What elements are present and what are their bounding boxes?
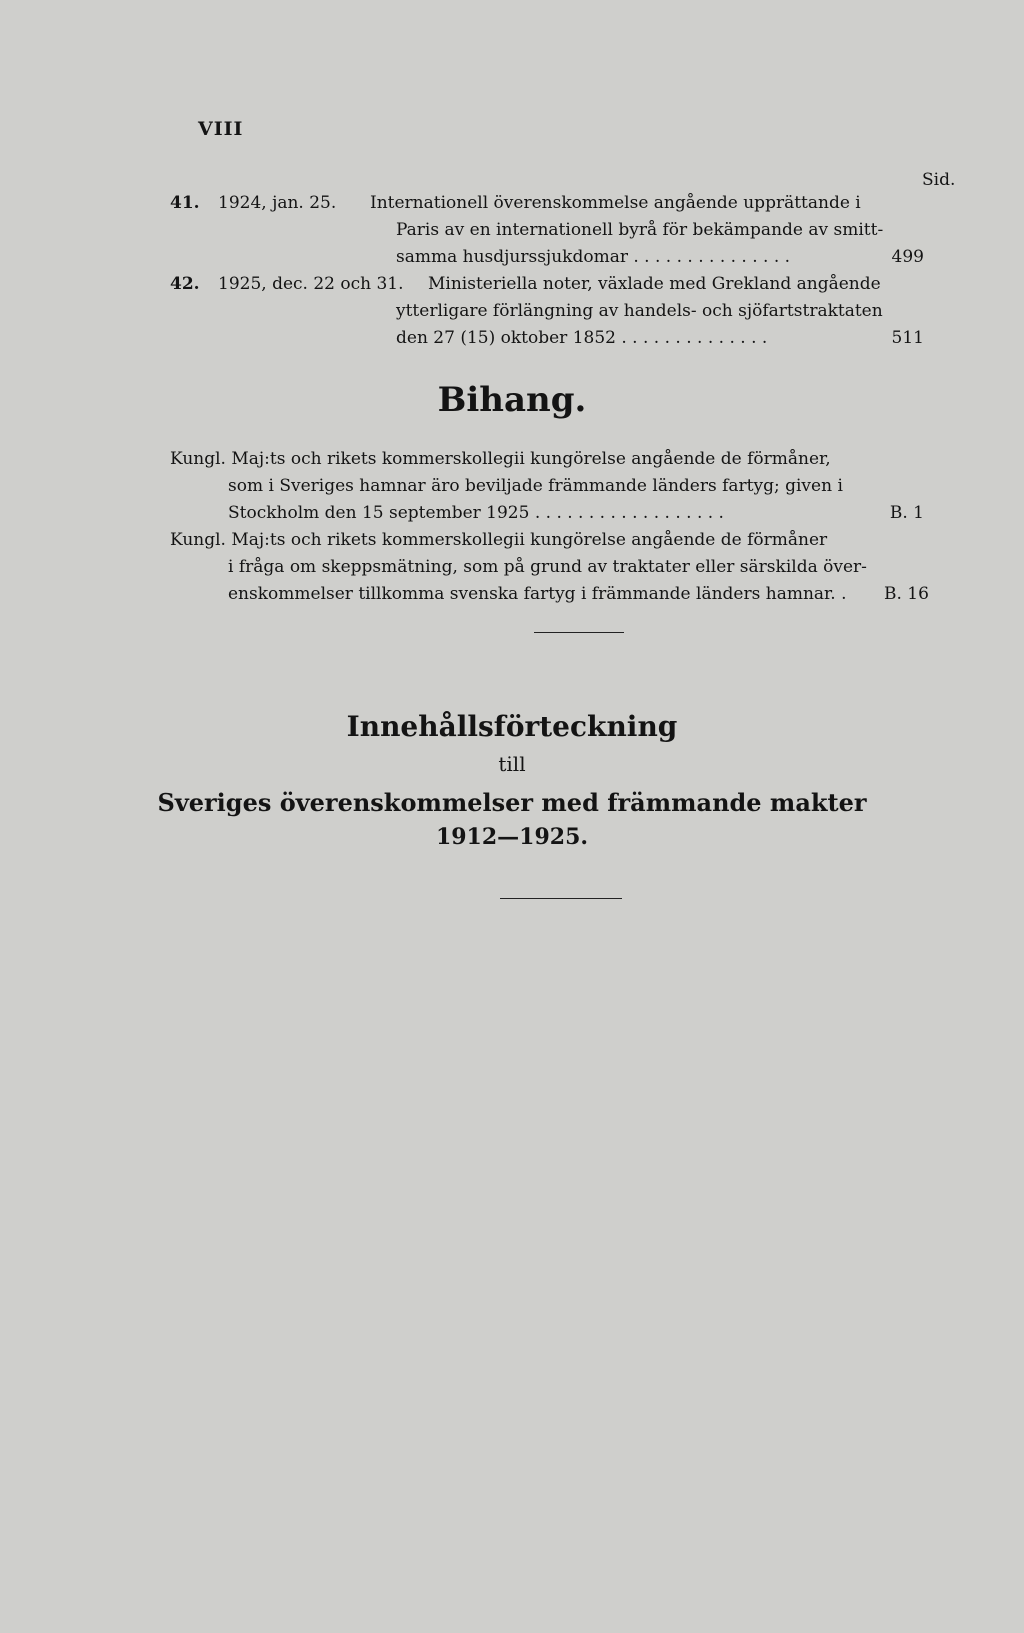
entry-number: 42. bbox=[170, 274, 200, 294]
bihang-line: Stockholm den 15 september 1925 . . . . . . . . . . . . . . . . . . bbox=[228, 503, 724, 523]
bleed-through-texture bbox=[220, 360, 225, 379]
index-subtitle: Sveriges överenskommelser med främmande makter bbox=[157, 788, 867, 817]
sid-column-label: Sid. bbox=[922, 170, 956, 190]
bihang-page-number: B. 1 bbox=[889, 503, 924, 523]
index-till: till bbox=[498, 752, 526, 776]
entry-line: Internationell överenskommelse angående upprättande i bbox=[370, 193, 861, 213]
entry-date: 1924, jan. 25. bbox=[218, 193, 337, 213]
index-years: 1912—1925. bbox=[435, 824, 589, 850]
bihang-line: Kungl. Maj:ts och rikets kommerskollegii kungörelse angående de förmåner, bbox=[170, 449, 831, 469]
entry-number: 41. bbox=[170, 193, 200, 213]
bihang-line: enskommelser tillkomma svenska fartyg i främmande länders hamnar. . bbox=[228, 584, 847, 604]
entry-line: Paris av en internationell byrå för bekämpande av smitt- bbox=[396, 220, 884, 240]
bihang-heading: Bihang. bbox=[437, 380, 587, 420]
section-divider bbox=[534, 632, 624, 633]
page-number: VIII bbox=[198, 118, 244, 140]
entry-line: samma husdjurssjukdomar . . . . . . . . . . . . . . . bbox=[396, 247, 791, 267]
bihang-line: i fråga om skeppsmätning, som på grund av traktater eller särskilda över- bbox=[228, 557, 867, 577]
section-divider bbox=[500, 898, 622, 899]
entry-line: den 27 (15) oktober 1852 . . . . . . . . . . . . . . bbox=[396, 328, 768, 348]
entry-date: 1925, dec. 22 och 31. bbox=[218, 274, 404, 294]
bihang-line: som i Sveriges hamnar äro beviljade främmande länders fartyg; given i bbox=[228, 476, 843, 496]
index-title: Innehållsförteckning bbox=[346, 710, 678, 743]
entry-page-number: 499 bbox=[891, 247, 924, 267]
entry-page-number: 511 bbox=[891, 328, 924, 348]
entry-line: Ministeriella noter, växlade med Grekland angående bbox=[428, 274, 881, 294]
bihang-line: Kungl. Maj:ts och rikets kommerskollegii kungörelse angående de förmåner bbox=[170, 530, 828, 550]
entry-line: ytterligare förlängning av handels- och sjöfartstraktaten bbox=[396, 301, 883, 321]
bihang-page-number: B. 16 bbox=[884, 584, 929, 604]
